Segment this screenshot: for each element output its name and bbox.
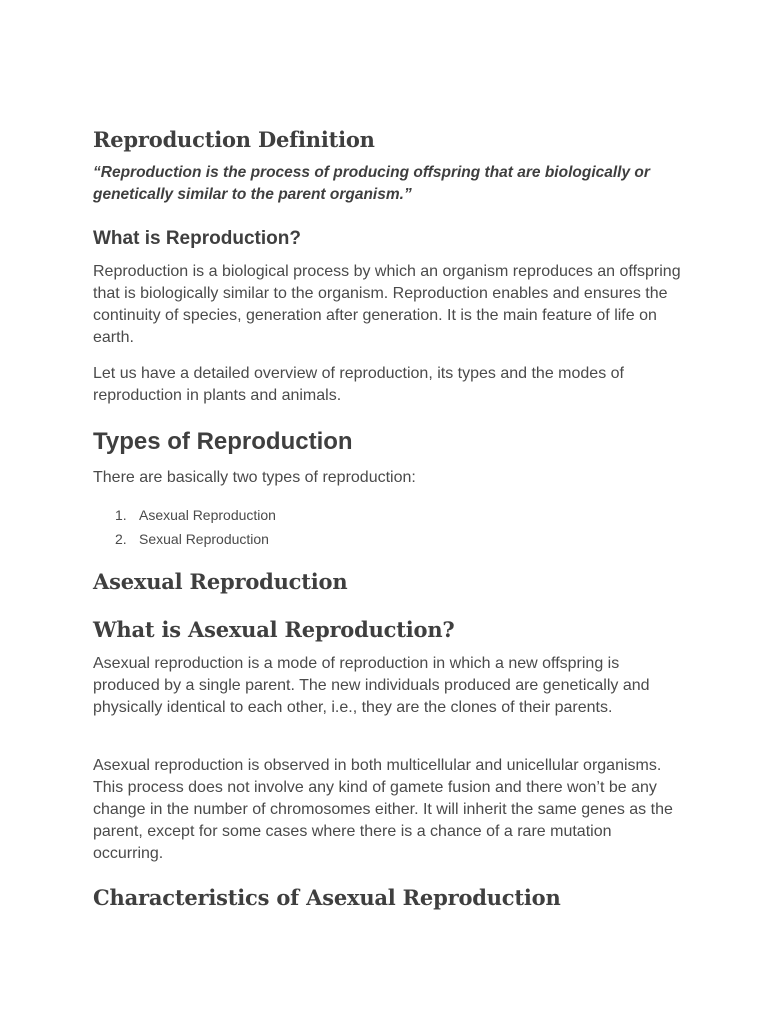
list-item xyxy=(93,528,276,552)
list-number: 2. xyxy=(115,530,127,547)
paragraph-overview: Let us have a detailed overview of reproduction, its types and the modes of reproduction in plants and animals. xyxy=(93,365,624,404)
types-list xyxy=(93,504,276,551)
list-number: 1. xyxy=(115,507,127,523)
paragraph-intro: Reproduction is a biological process by which an organism reproduces an offspring that is biologically similar to the organism. Reproduction enables and ensures the continuity of species, generation after generation. It is the main feature of life on earth. xyxy=(93,263,681,346)
paragraph-asexual-definition: Asexual reproduction is a mode of reproduction in which a new offspring is produced by a single parent. The new individuals produced are genetically and physically identical to each other, i.e., they are the clones of their parents. xyxy=(93,655,650,716)
list-item xyxy=(93,504,276,528)
heading-asexual-reproduction: Asexual Reproduction xyxy=(93,569,348,594)
heading-what-is-asexual-reproduction: What is Asexual Reproduction? xyxy=(93,617,455,642)
heading-characteristics-of-asexual-reproduction: Characteristics of Asexual Reproduction xyxy=(93,885,561,910)
heading-what-is-reproduction: What is Reproduction? xyxy=(93,228,301,249)
heading-reproduction-definition: Reproduction Definition xyxy=(93,127,375,152)
list-item-label: Sexual Reproduction xyxy=(139,530,269,547)
paragraph-types-intro: There are basically two types of reproduction: xyxy=(93,469,416,486)
definition-quote: “Reproduction is the process of producing offspring that are biologically or genetically similar to the parent organism.” xyxy=(93,164,650,203)
paragraph-asexual-details: Asexual reproduction is observed in both multicellular and unicellular organisms. This process does not involve any kind of gamete fusion and there won’t be any change in the number of chromosomes either. It will inherit the same genes as the parent, except for some cases where there is a chance of a rare mutation occurring. xyxy=(93,757,673,862)
list-item-label: Asexual Reproduction xyxy=(139,507,276,523)
heading-types-of-reproduction: Types of Reproduction xyxy=(93,428,353,455)
